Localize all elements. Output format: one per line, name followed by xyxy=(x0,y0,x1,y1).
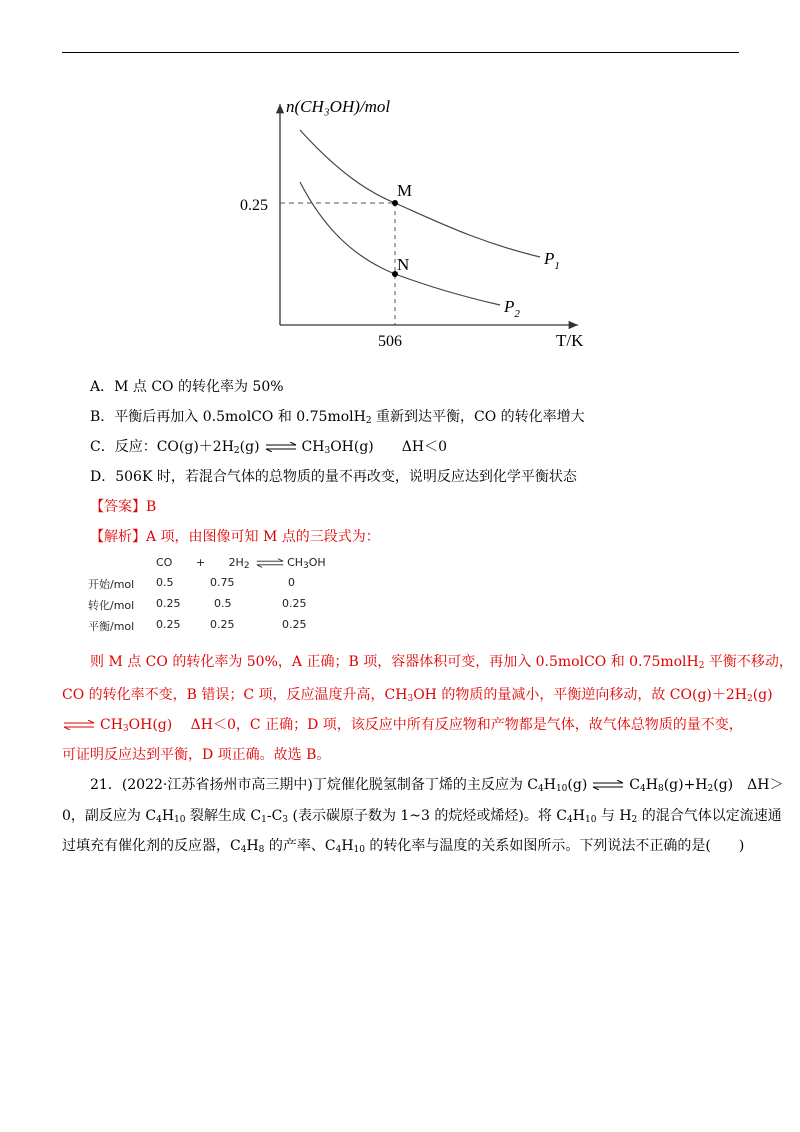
answer: 【答案】B xyxy=(90,499,157,515)
point-n-label: N xyxy=(397,255,410,274)
equilibrium-graph xyxy=(228,92,598,362)
question-21-line-3: 过填充有催化剂的反应器，$C_4H_8$ 的产率、$C_4H_{10}$ 的转化率与温度的关系如图所示。下列说法不正确的是( ) xyxy=(62,838,745,855)
analysis-line-2: CO 的转化率不变，B 错误；C 项，反应温度升高，$CH_3OH$ 的物质的量减小，平衡逆向移动，故 $CO(g)+2H_2(g)$ xyxy=(62,687,773,704)
equilibrium-arrow-icon xyxy=(591,780,625,790)
x-axis-label: T/K xyxy=(556,331,584,350)
analysis-head: 【解析】A 项，由图像可知 M 点的三段式为： xyxy=(90,529,380,545)
curve-p1 xyxy=(300,130,540,257)
curve-p1-label: $P_1$ xyxy=(544,249,560,272)
point-m xyxy=(392,200,398,206)
table-cell: 0.5 xyxy=(214,597,232,610)
question-21-line-2: 0，副反应为 $C_4H_{10}$ 裂解生成 $C_1-C_3$ (表示碳原子数为 1~3 的烷烃或烯烃)。将 $C_4H_{10}$ 与 $H_2$ 的混合气体以定流速通 xyxy=(62,808,782,825)
table-row: 平衡/mol xyxy=(88,620,135,633)
point-m-label: M xyxy=(397,181,413,200)
equilibrium-arrow-icon xyxy=(264,442,298,452)
table-cell: 0.25 xyxy=(156,618,181,631)
table-cell: 0.25 xyxy=(282,597,307,610)
table-cell: 0.25 xyxy=(156,597,181,610)
question-21-line-1: 21．(2022·江苏省扬州市高三期中)丁烷催化脱氢制备丁烯的主反应为 $C_4H_{10}(g)$ $C_4H_8(g)+H_2(g)$ ΔH＞ xyxy=(90,777,784,794)
table-cell: 0.5 xyxy=(156,576,174,589)
table-header: CO + $2H_2$ $CH_3OH$ xyxy=(156,556,326,571)
equilibrium-arrow-icon xyxy=(62,720,96,730)
option-c: C．反应：$CO(g)+2H_2(g)$ $CH_3OH(g)$ ΔH＜0 xyxy=(90,439,447,456)
analysis-line-1: 则 M 点 CO 的转化率为 50%，A 正确；B 项，容器体积可变，再加入 0.5molCO 和 0.75molH$_2$ 平衡不移动， xyxy=(90,654,793,671)
table-row: 开始/mol xyxy=(88,578,135,591)
y-axis-label: n(CH₃OH)/mol xyxy=(286,97,391,116)
table-row: 转化/mol xyxy=(88,599,135,612)
table-cell: 0.75 xyxy=(210,576,235,589)
y-tick-label: 0.25 xyxy=(240,197,268,214)
curve-p2 xyxy=(300,182,500,305)
option-d: D．506K 时，若混合气体的总物质的量不再改变，说明反应达到化学平衡状态 xyxy=(90,469,577,485)
analysis-line-4: 可证明反应达到平衡，D 项正确。故选 B。 xyxy=(62,747,331,763)
x-tick-label: 506 xyxy=(378,333,402,350)
option-b: B．平衡后再加入 0.5molCO 和 0.75molH$_2$ 重新到达平衡，CO 的转化率增大 xyxy=(90,409,585,426)
table-cell: 0 xyxy=(288,576,295,589)
table-cell: 0.25 xyxy=(282,618,307,631)
header-rule xyxy=(62,52,739,53)
curve-p2-label: $P_2$ xyxy=(504,297,520,320)
equilibrium-arrow-icon xyxy=(255,558,285,568)
option-a: A．M 点 CO 的转化率为 50% xyxy=(90,379,284,395)
analysis-line-3: $CH_3OH(g)$ ΔH＜0，C 正确；D 项，该反应中所有反应物和产物都是气体，故气体总物质的量不变， xyxy=(62,715,742,735)
table-cell: 0.25 xyxy=(210,618,235,631)
